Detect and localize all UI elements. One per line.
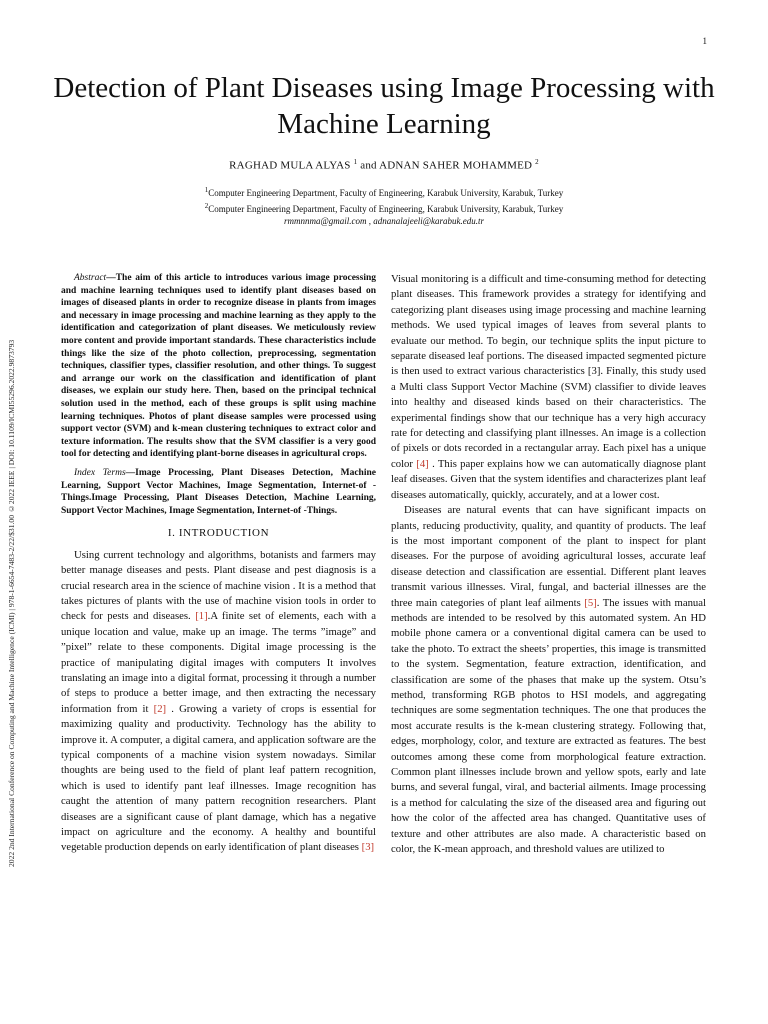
section-heading-introduction: I. INTRODUCTION (167, 527, 270, 540)
citation-link[interactable]: [1] (195, 610, 208, 623)
conference-side-note: 2022 2nd International Conference on Computing and Machine Intelligence (ICMI) | 978-1-6654-7483-2/22/$31.00 ©2022 IEEE | DOI: 10.1109/ICMI55296.2022.9873793 (7, 339, 16, 867)
paragraph-text: Using current technology and algorithms, botanists and farmers may better manage diseases and pests. Plant disease and pest diagnosis is a crucial research area in the science of machine vision . It is a method that takes pictures of plants with the use of machine vision tools in order to check for pests and diseases. (61, 548, 376, 623)
abstract-dash: — (106, 273, 116, 283)
author-conjunction: and (357, 159, 380, 172)
body-paragraph (391, 272, 706, 503)
index-terms-label: Index Terms (74, 467, 126, 478)
author-superscript: 1 (353, 158, 358, 166)
author-name: RAGHAD MULA ALYAS (229, 159, 351, 172)
paragraph-text: Visual monitoring is a difficult and time-consuming method for detecting plant diseases. This framework provides a strategy for identifying and categorizing plant diseases using image processing and machine learning methods. We used typical images of leaves from several plants to evaluate our method. To begin, our technique splits the input picture to separate diseased leaf portions. The diseased impacted segmented picture is then used to extract various characteristics [3]. Finally, this study used a Multi class Support Vector Machine (SVM) classifier to divide leaves into healthy and diseased kinds based on their characteristics. The experimental findings show that our technique has a very high accuracy rate for detecting and classifying plant illnesses. An image is a collection of pixels or dots recorded in a rectangular array. Each pixel has a unique color (391, 273, 706, 470)
affiliation-text: Computer Engineering Department, Faculty of Engineering, Karabuk University, Karabuk, Turkey (208, 203, 564, 214)
affiliations (52, 184, 716, 228)
affiliation-line (52, 184, 716, 200)
affiliation-superscript: 2 (204, 201, 209, 210)
abstract-text: The aim of this article to introduces various image processing and machine learning techniques used to identify plant diseases based on images of diseased plants in order to recognize disease in plants from images and necessary in image processing and machine learning as they apply to the identification and categorization of plant diseases. We meticulously review more content and provide important standards. These characteristics include things like the size of the photo collection, preprocessing, segmentation techniques, classifier types, classifier resolution, and other things. To suggest and arrange our work on the classification and identification of plant diseases, we explain our study here. Then, based on the principal technical solution used in the method, each of these groups is split using machine learning techniques. Photos of plant disease samples were processed using support vector (SVM) and k-mean clustering techniques to extract color and texture information. The results show that the SVM classifier is a very good tool for detecting and identifying plant-borne diseases in agricultural crops. (61, 273, 376, 460)
right-column (391, 272, 706, 857)
author-line (52, 158, 716, 172)
intro-paragraph (61, 548, 376, 856)
body-paragraph (391, 503, 706, 857)
index-terms-dash: — (125, 467, 136, 478)
abstract-label: Abstract (74, 273, 107, 283)
author-emails: rmmnnma@gmail.com , adnanalajeeli@karabuk.edu.tr (283, 216, 485, 226)
paper-title: Detection of Plant Diseases using Image Processing with Machine Learning (53, 72, 715, 140)
citation-link[interactable]: [2] (153, 702, 167, 715)
citation-link[interactable]: [3] (361, 841, 375, 854)
paragraph-text: . The issues with manual methods are intended to be resolved by this automated system. An HD mobile phone camera or a conventional digital camera can be used to take the photo. To extract the sheets’ properties, this image is transmitted to the system. Segmentation, feature extraction, identification, and classification are some of the phases that make up the system. Otsu’s method, transforming RGB photos to HSI models, and aggregating techniques are some segmentation techniques. The one that produces the most accurate results is the k-mean clustering strategy. Following that, edges, morphology, color, and texture are extracted as features. The best outcomes among these come from morphological feature extraction. Common plant illnesses include brown and yellow spots, early and late burns, and several fungal, viral, and bacterial ailments. Image processing is a method for calculating the size of the diseased area and figuring out how the color of the affected area has changed. Quantitative uses of texture and other attributes are also made. A characteristic based on color, the K-mean approach, and threshold values are utilized to (391, 596, 706, 856)
paragraph-text: . Growing a variety of crops is essential for maximizing quality and productivity. Technology has the ability to improve it. A computer, a digital camera, and application software are the typical components of a machine vision system nowadays. Similar thoughts are being used to the field of plant leaf pattern recognition, which is used to identify pant leaf illnesses. Image recognition has caught the attention of many pattern recognition researchers. Plant diseases are a significant cause of plant damage, which has a negative impact on agriculture and the economy. A healthy and bountiful vegetable production depends on early identification of plant diseases (61, 702, 377, 854)
affiliation-line (52, 200, 716, 216)
author-superscript: 2 (535, 158, 539, 166)
author-name: ADNAN SAHER MOHAMMED (379, 159, 533, 172)
index-terms (61, 467, 376, 517)
page-number: 1 (702, 36, 707, 46)
affiliation-text: Computer Engineering Department, Faculty of Engineering, Karabuk University, Karabuk, Turkey (208, 188, 564, 198)
affiliation-superscript: 1 (204, 186, 209, 194)
left-column (61, 272, 376, 856)
paragraph-text: . This paper explains how we can automatically diagnose plant leaf diseases. Given that the system identifies and characterizes plant leaf diseases automatically, quickly, accurately, and at a lower cost. (391, 457, 706, 501)
paragraph-text: .A finite set of elements, each with a unique location and value, make up an image. The terms ”image” and ”pixel” relate to these components. Digital image processing is the practice of manipulating digital images with computers It involves translating an image into a digital format, processing it through a number of steps to produce a better image, and then extracting the necessary information from it (61, 610, 376, 715)
index-terms-text: Image Processing, Plant Diseases Detection, Machine Learning, Support Vector Machines, Image Segmentation, Internet-of -Things.Image Processing, Plant Diseases Detection, Machine Learning, Support Vector Machines, Image Segmentation, Internet-of -Things. (61, 467, 376, 516)
abstract (61, 272, 376, 461)
paragraph-text: Diseases are natural events that can have significant impacts on plants, reducing productivity, quality, and quantity of products. The leaf is the most important component of the plant to inspect for plant diseases. For the purpose of avoiding agricultural losses, accurate leaf disease detection and classification are essential. Different plant leaves transmit various illnesses. Viral, fungal, and bacterial illnesses are the three main categories of plant leaf ailments (391, 504, 706, 609)
citation-link[interactable]: [4] (416, 457, 429, 470)
citation-link[interactable]: [5] (584, 596, 597, 609)
